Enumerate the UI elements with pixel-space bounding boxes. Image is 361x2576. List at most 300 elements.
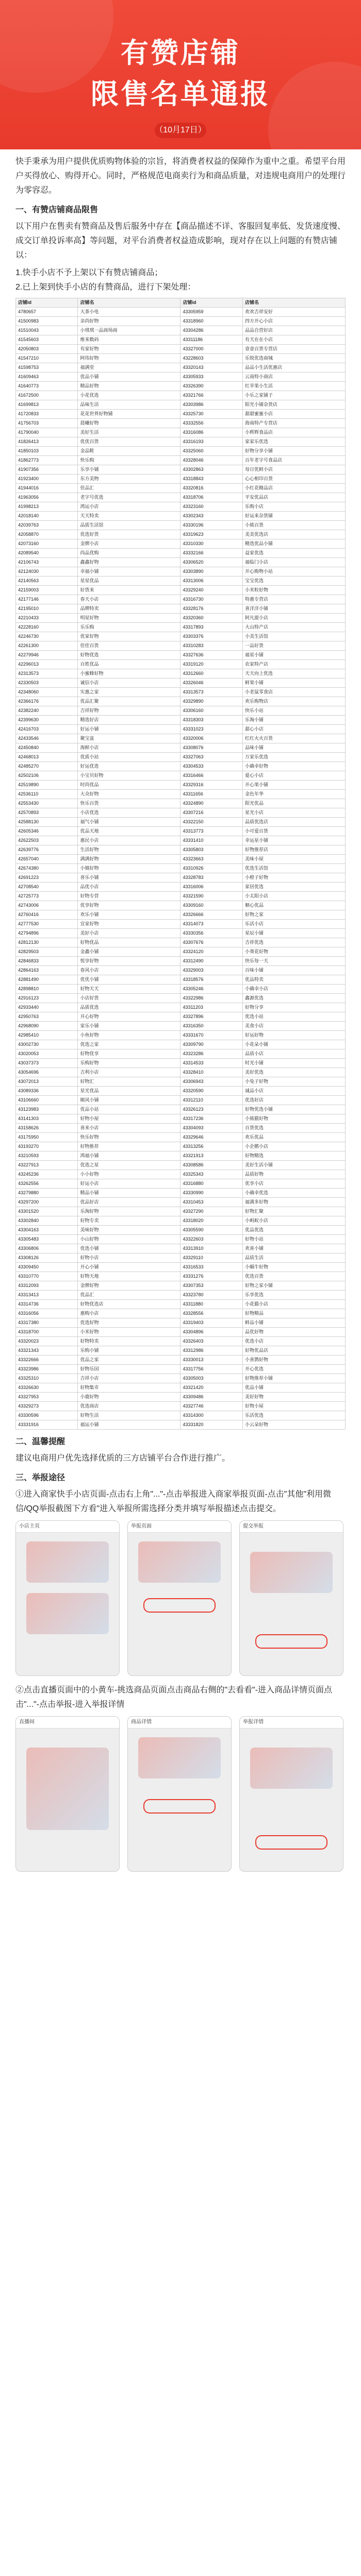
table-row [16, 1300, 346, 1309]
table-cell: 43328046 [180, 456, 242, 465]
table-cell: 亲尚好物 [78, 317, 180, 326]
table-cell: 43316730 [180, 595, 242, 604]
table-cell: 乐锐优选商城 [242, 354, 345, 363]
table-cell: 43123983 [16, 1105, 78, 1114]
table-cell: 好物小站 [242, 1235, 345, 1244]
table-cell: 聚宝盆 [78, 734, 180, 743]
table-cell: 43316466 [180, 771, 242, 781]
table-row [16, 716, 346, 725]
table-cell: 43309486 [180, 1393, 242, 1402]
table-cell: 一品好货 [242, 641, 345, 651]
table-cell: 42725773 [16, 892, 78, 901]
blurred-image [26, 1593, 109, 1634]
table-cell: 平安优品店 [242, 493, 345, 502]
table-cell: 好运小铺 [78, 725, 180, 734]
table-cell: 42760416 [16, 910, 78, 920]
table-cell: 42588130 [16, 818, 78, 827]
table-cell: 43316880 [180, 1179, 242, 1189]
table-cell: 小蜗牛好物 [242, 1263, 345, 1272]
table-cell: 快乐购 [78, 456, 180, 465]
table-cell: 小琪琪一品商场商 [78, 326, 180, 335]
table-cell: 阿伟好物 [78, 354, 180, 363]
table-cell: 43318576 [180, 975, 242, 985]
table-cell: 有家好物 [78, 345, 180, 354]
table-row [16, 883, 346, 892]
table-cell: 41640773 [16, 382, 78, 391]
table-cell: 鑫源优选 [242, 994, 345, 1003]
table-cell: 好物优选店 [78, 1300, 180, 1309]
blurred-image [250, 1552, 333, 1593]
table-row [16, 753, 346, 762]
table-cell: 好物乐园 [78, 1365, 180, 1374]
phone-mockup [15, 1520, 120, 1676]
table-cell: 43321420 [180, 1383, 242, 1393]
table-cell: 43327000 [180, 345, 242, 354]
table-cell: 43327953 [16, 1393, 78, 1402]
table-cell: 42106743 [16, 558, 78, 567]
table-cell: 星辰小铺 [242, 929, 345, 938]
table-cell: 43322666 [16, 1355, 78, 1365]
table-cell: 41850103 [16, 447, 78, 456]
table-cell: 好物生活 [78, 1411, 180, 1420]
table-cell: 小老鼠零食店 [242, 688, 345, 697]
table-cell: 百货优选 [242, 1124, 345, 1133]
table-cell: 43305933 [180, 372, 242, 382]
table-cell: 42279946 [16, 651, 78, 660]
table-row [16, 725, 346, 734]
table-cell: 43302840 [16, 1216, 78, 1226]
table-cell: 43324890 [180, 799, 242, 808]
table-cell: 品味生活 [78, 400, 180, 410]
table-cell: 42089540 [16, 549, 78, 558]
table-cell: 小确幸好物 [242, 762, 345, 771]
blurred-image [138, 1737, 221, 1778]
table-cell: 甜心小店 [242, 725, 345, 734]
table-cell: 开心小铺 [78, 1263, 180, 1272]
table-cell: 优优百货 [78, 437, 180, 447]
table-cell: 好物小屋 [242, 1402, 345, 1411]
table-cell: 43305803 [180, 845, 242, 855]
highlight-ring [143, 1598, 216, 1613]
table-cell: 42846833 [16, 957, 78, 966]
table-cell: 43320143 [180, 363, 242, 372]
table-cell: 43310926 [180, 864, 242, 873]
table-cell: 佳佳百货 [78, 641, 180, 651]
table-cell: 43304093 [180, 1124, 242, 1133]
table-row [16, 818, 346, 827]
table-cell: 福满多好物 [242, 1198, 345, 1207]
table-cell: 万家乐优选 [242, 753, 345, 762]
table-cell: 好物专营 [78, 892, 180, 901]
table-cell: 快乐百货 [78, 799, 180, 808]
phone-mockup [127, 1520, 232, 1676]
table-row [16, 419, 346, 428]
table-cell: 好物推荐店 [242, 845, 345, 855]
table-cell: 小企鹅小店 [242, 1142, 345, 1151]
phone-bar-label: 提交举报 [240, 1521, 343, 1533]
table-cell: 43329003 [180, 966, 242, 975]
table-cell: 42916123 [16, 994, 78, 1003]
table-row [16, 577, 346, 586]
table-cell: 43318700 [16, 1328, 78, 1337]
table-row [16, 910, 346, 920]
table-cell: 爱心小店 [242, 771, 345, 781]
table-row [16, 781, 346, 790]
table-row [16, 1253, 346, 1263]
table-cell: 41547210 [16, 354, 78, 363]
table-cell: 品质生活馆 [78, 521, 180, 530]
table-cell: 4780657 [16, 308, 78, 317]
table-cell: 42881490 [16, 975, 78, 985]
table-cell: 43318960 [180, 317, 242, 326]
table-cell: 吉祥小店 [78, 1374, 180, 1383]
table-row [16, 1022, 346, 1031]
table-row [16, 679, 346, 688]
table-row [16, 1420, 346, 1430]
table-cell: 诚品小店 [242, 1087, 345, 1096]
table-row [16, 447, 346, 456]
table-cell: 43309160 [180, 901, 242, 910]
table-cell: 吉祥优选 [242, 938, 345, 947]
table-cell: 鸿运小店 [78, 502, 180, 512]
table-cell: 43326390 [180, 382, 242, 391]
table-cell: 43326123 [180, 1105, 242, 1114]
table-row [16, 308, 346, 317]
table-cell: 乐淘小铺 [242, 716, 345, 725]
table-row [16, 354, 346, 363]
table-row [16, 549, 346, 558]
table-cell: 小店好货 [78, 994, 180, 1003]
table-cell: 43313910 [180, 1244, 242, 1253]
table-row [16, 1170, 346, 1179]
table-cell: 星星优品 [78, 577, 180, 586]
table-cell: 好物推荐小铺 [242, 1374, 345, 1383]
table-cell: 喜洋洋小铺 [242, 604, 345, 614]
table-cell: 43310770 [16, 1272, 78, 1281]
table-row [16, 1328, 346, 1337]
table-cell: 42039763 [16, 521, 78, 530]
table-cell: 41510043 [16, 326, 78, 335]
table-row [16, 465, 346, 474]
table-cell: 42382240 [16, 706, 78, 716]
table-row [16, 920, 346, 929]
table-row [16, 836, 346, 845]
section2-title: 二、温馨提醒 [15, 1437, 65, 1446]
table-cell: 43305483 [16, 1235, 78, 1244]
table-cell: 43316086 [180, 428, 242, 437]
table-row [16, 521, 346, 530]
table-cell: 43037373 [16, 1059, 78, 1068]
table-row [16, 892, 346, 901]
table-cell: 小店优选 [78, 808, 180, 818]
table-row [16, 706, 346, 716]
table-cell: 43329316 [180, 781, 242, 790]
table-cell: 乐活小店 [242, 920, 345, 929]
table-cell: 百年老字号食品店 [242, 456, 345, 465]
table-row [16, 1114, 346, 1124]
table-row [16, 743, 346, 753]
table-cell: 鲜果小铺 [242, 679, 345, 688]
table-cell: 好物之家小铺 [242, 1281, 345, 1291]
table-cell: 43331023 [180, 725, 242, 734]
table-row [16, 1309, 346, 1318]
table-cell: 优选小站 [242, 1012, 345, 1022]
report-step2: ②点击直播页面中的小黄车-挑选商品页面点击商品右侧的"去看看"-进入商品详情页面点击"..."-点击举报-进入举报详情 [15, 1686, 333, 1709]
table-row [16, 382, 346, 391]
table-cell: 43330196 [180, 521, 242, 530]
table-row [16, 1318, 346, 1328]
table-row [16, 1291, 346, 1300]
table-cell: 小蚂蚁小店 [242, 1216, 345, 1226]
table-cell: 42794896 [16, 929, 78, 938]
table-row [16, 1235, 346, 1244]
table-cell: 43317756 [180, 1365, 242, 1374]
table-cell: 42177146 [16, 595, 78, 604]
table-cell: 优品之家 [78, 1355, 180, 1365]
restricted-shop-table [15, 298, 346, 1430]
table-row [16, 1133, 346, 1142]
table-row [16, 1151, 346, 1161]
phone-bar-label: 直播间 [16, 1717, 119, 1728]
table-cell: 福气小铺 [78, 818, 180, 827]
table-row [16, 539, 346, 549]
table-row [16, 512, 346, 521]
table-cell: 好物优享 [78, 1049, 180, 1059]
table-cell: 43321343 [16, 1346, 78, 1355]
table-cell: 43327636 [180, 651, 242, 660]
table-cell: 43020053 [16, 1049, 78, 1059]
table-row [16, 1355, 346, 1365]
table-cell: 品质好物 [242, 1170, 345, 1179]
table-cell: 小米好物 [78, 1328, 180, 1337]
table-row [16, 1040, 346, 1049]
table-cell: 43314300 [180, 1411, 242, 1420]
table-cell: 优享小店 [242, 1179, 345, 1189]
table-cell: 明星好物 [78, 614, 180, 623]
table-cell: 43328410 [180, 1068, 242, 1077]
table-cell: 乐淘好物 [78, 1207, 180, 1216]
table-row [16, 1411, 346, 1420]
table-cell: 金色年华 [242, 790, 345, 799]
table-cell: 43316193 [180, 437, 242, 447]
table-row [16, 363, 346, 372]
phone-bar-label: 举报页面 [128, 1521, 231, 1533]
table-cell: 43328176 [180, 604, 242, 614]
table-row [16, 1077, 346, 1087]
table-cell: 时尚优品 [78, 781, 180, 790]
table-cell: 大茶小电 [78, 308, 180, 317]
highlight-ring [255, 1634, 327, 1649]
table-cell: 乐购好物 [78, 1059, 180, 1068]
table-cell: 优优小铺 [78, 975, 180, 985]
table-cell: 42416703 [16, 725, 78, 734]
table-cell: 惠购小店 [78, 1309, 180, 1318]
table-cell: 42933440 [16, 1003, 78, 1012]
table-cell: 42050803 [16, 345, 78, 354]
table-cell: 精品好物 [78, 382, 180, 391]
table-row [16, 595, 346, 604]
table-cell: 43304286 [180, 326, 242, 335]
table-cell: 42073160 [16, 539, 78, 549]
table-cell: 小云朵好物 [242, 1420, 345, 1430]
table-cell: 尚品优购 [78, 549, 180, 558]
table-cell: 美好好物 [242, 1393, 345, 1402]
table-cell: 41998213 [16, 502, 78, 512]
table-cell: 优选好物 [78, 1318, 180, 1328]
table-cell: 好运好物 [242, 1031, 345, 1040]
table-cell: 星光小店 [242, 808, 345, 818]
table-cell: 43313573 [180, 688, 242, 697]
table-cell: 41944016 [16, 484, 78, 493]
table-cell: 小橙子好物 [242, 873, 345, 883]
table-cell: 43313006 [180, 577, 242, 586]
table-row [16, 632, 346, 641]
table-cell: 43313413 [16, 1291, 78, 1300]
table-cell: 百味小铺 [242, 966, 345, 975]
table-row [16, 985, 346, 994]
table-cell: 金牌好物 [78, 1281, 180, 1291]
table-cell: 42159003 [16, 586, 78, 595]
table-cell: 优品小铺 [78, 372, 180, 382]
table-row [16, 530, 346, 539]
table-cell: 家家乐优选 [242, 437, 345, 447]
table-cell: 43106660 [16, 1096, 78, 1105]
table-row [16, 799, 346, 808]
table-cell: 43327746 [180, 1402, 242, 1411]
table-cell: 43331410 [180, 836, 242, 845]
table-cell: 好物汇聚 [242, 1207, 345, 1216]
table-cell: 精品小铺 [78, 1189, 180, 1198]
table-row [16, 1337, 346, 1346]
table-cell: 43332166 [180, 549, 242, 558]
table-cell: 小太阳小店 [242, 892, 345, 901]
table-cell: 43306806 [16, 1244, 78, 1253]
table-cell: 快乐小站 [242, 706, 345, 716]
table-cell: 42366176 [16, 697, 78, 706]
table-cell: 优品汇聚 [78, 697, 180, 706]
table-cell: 天天特卖 [78, 512, 180, 521]
table-row [16, 1226, 346, 1235]
table-cell: 43322603 [180, 1235, 242, 1244]
table-cell: 43308126 [16, 1253, 78, 1263]
table-cell: 42450840 [16, 743, 78, 753]
table-cell: 43319623 [180, 530, 242, 539]
table-cell: 品优好物 [242, 1328, 345, 1337]
table-cell: 43307353 [180, 1281, 242, 1291]
table-cell: 43072013 [16, 1077, 78, 1087]
table-row [16, 1161, 346, 1170]
table-cell: 金鑫小铺 [78, 947, 180, 957]
table-cell: 鸿福小铺 [78, 1151, 180, 1161]
table-cell: 42570893 [16, 808, 78, 818]
table-row [16, 1087, 346, 1096]
table-cell: 43304896 [180, 1328, 242, 1337]
table-cell: 43316056 [16, 1309, 78, 1318]
table-cell: 43312660 [180, 669, 242, 679]
table-cell: 福满堂 [78, 363, 180, 372]
table-cell: 43331276 [180, 1272, 242, 1281]
table-cell: 43320006 [180, 734, 242, 743]
table-cell: 老字号优选 [78, 493, 180, 502]
table-cell: 春风小店 [78, 966, 180, 975]
table-row [16, 428, 346, 437]
table-cell: 开心购物小站 [242, 567, 345, 577]
table-cell: 优品小站 [78, 1105, 180, 1114]
table-header: 店铺名 [78, 298, 180, 308]
table-cell: 43317236 [180, 1114, 242, 1124]
table-row [16, 502, 346, 512]
table-cell: 43325730 [180, 410, 242, 419]
table-cell: 43325060 [180, 447, 242, 456]
table-cell: 42605346 [16, 827, 78, 836]
table-row [16, 1198, 346, 1207]
table-cell: 42433546 [16, 734, 78, 743]
table-cell: 花花世界好物铺 [78, 410, 180, 419]
table-cell: 品品小生活优惠店 [242, 363, 345, 372]
table-cell: 福星小铺 [242, 651, 345, 660]
table-cell: 43326630 [16, 1383, 78, 1393]
table-cell: 43310283 [180, 641, 242, 651]
table-cell: 好物精选 [242, 1151, 345, 1161]
step2-screenshots [15, 1716, 346, 1872]
table-cell: 小花优选 [78, 391, 180, 400]
table-row [16, 493, 346, 502]
table-cell: 宜家好物 [78, 920, 180, 929]
table-cell: 顺心优品 [242, 901, 345, 910]
table-cell: 优品小铺 [242, 1383, 345, 1393]
table-row [16, 827, 346, 836]
table-cell: 43319120 [180, 660, 242, 669]
table-cell: 好物分享小铺 [242, 447, 345, 456]
table-cell: 41598753 [16, 363, 78, 372]
table-cell: 壹壹百货专营店 [242, 345, 345, 354]
table-row [16, 697, 346, 706]
table-cell: 乐购小店 [242, 502, 345, 512]
table-cell: 优选小铺 [78, 1244, 180, 1253]
table-cell: 42058870 [16, 530, 78, 539]
table-cell: 东方美物 [78, 474, 180, 484]
table-cell: 41699813 [16, 400, 78, 410]
table-cell: 品质优选 [78, 1003, 180, 1012]
table-cell: 42777530 [16, 920, 78, 929]
table-cell: 鲜品小铺 [242, 1318, 345, 1328]
table-cell: 好物推荐 [78, 1142, 180, 1151]
table-cell: 43320360 [180, 614, 242, 623]
table-cell: 家乐小铺 [78, 1022, 180, 1031]
table-cell: 43317893 [180, 623, 242, 632]
table-cell: 欢喜小铺 [242, 1244, 345, 1253]
table-cell: 好运来杂货铺 [242, 512, 345, 521]
table-row [16, 326, 346, 335]
table-cell: 43324120 [180, 947, 242, 957]
table-row [16, 1272, 346, 1281]
table-cell: 小小好物 [78, 1170, 180, 1179]
table-cell: 42018140 [16, 512, 78, 521]
table-cell: 43322150 [180, 818, 242, 827]
table-cell: 百姓优品 [78, 660, 180, 669]
table-cell: 小宝贝好物 [78, 771, 180, 781]
table-cell: 43329240 [180, 586, 242, 595]
table-header-row [16, 298, 346, 308]
table-cell: 好运小店 [78, 1179, 180, 1189]
table-cell: 42536110 [16, 790, 78, 799]
table-cell: 好物集市 [78, 1383, 180, 1393]
table-row [16, 1281, 346, 1291]
table-cell: 佳品汇 [78, 484, 180, 493]
table-cell: 41862773 [16, 456, 78, 465]
table-cell: 43318303 [180, 716, 242, 725]
phone-bar-label: 商品详情 [128, 1717, 231, 1728]
